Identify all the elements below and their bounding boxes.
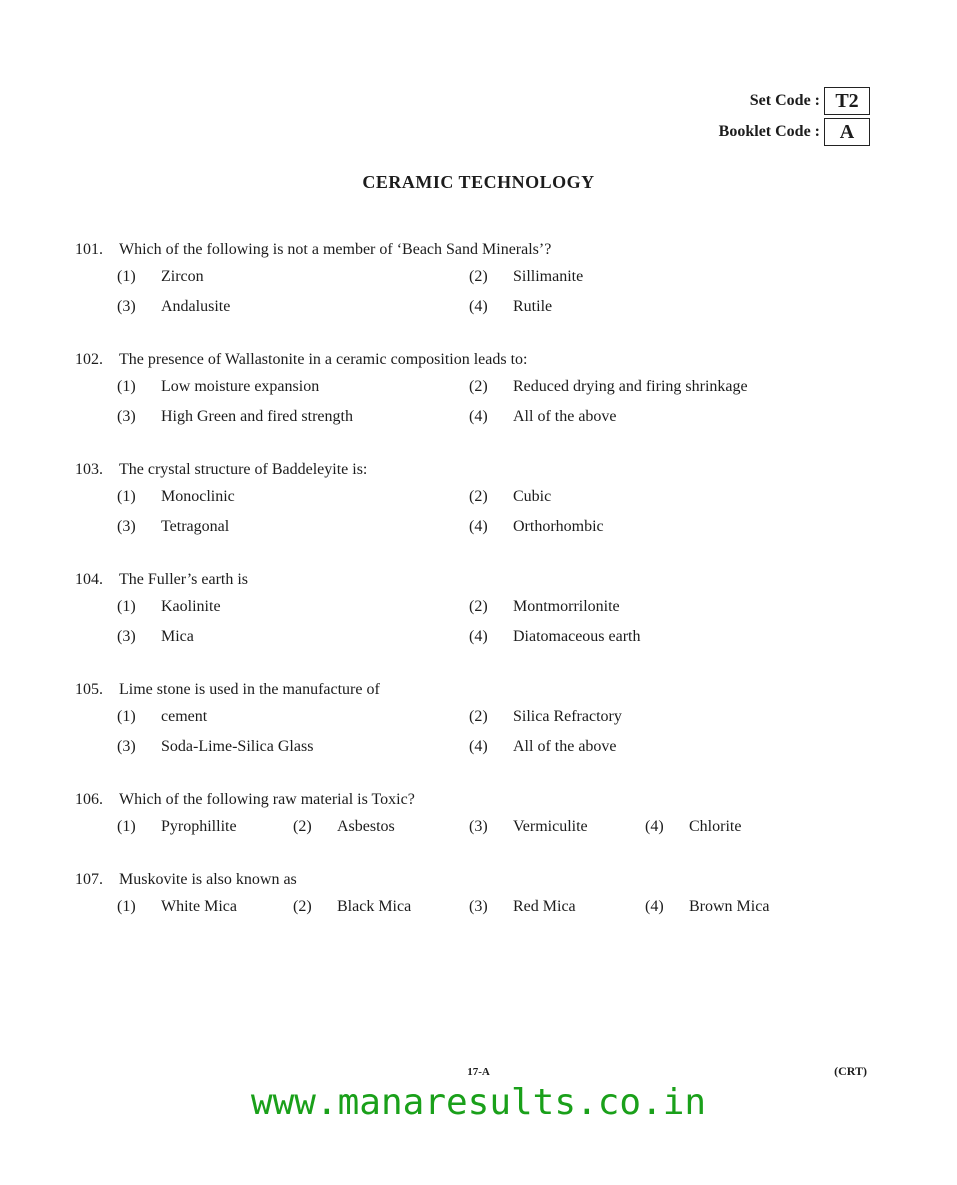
option-number: (1) bbox=[117, 598, 136, 615]
option bbox=[117, 482, 469, 512]
option bbox=[293, 892, 469, 922]
option bbox=[117, 372, 469, 402]
question-number: 106. bbox=[75, 791, 103, 808]
question-107 bbox=[75, 868, 875, 922]
option-text: Red Mica bbox=[513, 898, 576, 915]
option-number: (4) bbox=[469, 628, 488, 645]
option bbox=[645, 892, 821, 922]
option-number: (2) bbox=[469, 378, 488, 395]
watermark-link[interactable]: www.manaresults.co.in bbox=[250, 1082, 707, 1123]
option bbox=[469, 372, 821, 402]
option-text: Sillimanite bbox=[513, 268, 584, 285]
option bbox=[293, 812, 469, 842]
booklet-code-value: A bbox=[824, 118, 870, 146]
option-text: Soda-Lime-Silica Glass bbox=[161, 738, 314, 755]
option-number: (4) bbox=[645, 898, 664, 915]
option bbox=[117, 622, 469, 652]
option-text: White Mica bbox=[161, 898, 237, 915]
option-text: Chlorite bbox=[689, 818, 742, 835]
question-text: Muskovite is also known as bbox=[119, 871, 297, 888]
option bbox=[117, 292, 469, 322]
option-text: Asbestos bbox=[337, 818, 395, 835]
option-text: Zircon bbox=[161, 268, 204, 285]
question-stem bbox=[75, 678, 875, 702]
option-number: (1) bbox=[117, 818, 136, 835]
question-stem bbox=[75, 348, 875, 372]
question-stem bbox=[75, 788, 875, 812]
question-101 bbox=[75, 238, 875, 322]
question-stem bbox=[75, 458, 875, 482]
option-number: (4) bbox=[469, 298, 488, 315]
option-number: (3) bbox=[469, 818, 488, 835]
option-list bbox=[117, 892, 875, 922]
option-text: Kaolinite bbox=[161, 598, 221, 615]
option-text: Diatomaceous earth bbox=[513, 628, 641, 645]
subject-code: (CRT) bbox=[834, 1064, 867, 1078]
option-number: (3) bbox=[117, 408, 136, 425]
option-number: (4) bbox=[645, 818, 664, 835]
option-text: High Green and fired strength bbox=[161, 408, 353, 425]
option bbox=[469, 732, 821, 762]
question-text: The Fuller’s earth is bbox=[119, 571, 249, 588]
question-number: 102. bbox=[75, 351, 103, 368]
page-title: CERAMIC TECHNOLOGY bbox=[362, 172, 595, 192]
option-number: (2) bbox=[293, 898, 312, 915]
option-text: Reduced drying and firing shrinkage bbox=[513, 378, 748, 395]
option bbox=[117, 512, 469, 542]
option bbox=[469, 812, 645, 842]
option bbox=[469, 892, 645, 922]
option-list bbox=[117, 702, 875, 762]
question-103 bbox=[75, 458, 875, 542]
code-block bbox=[719, 87, 870, 149]
question-102 bbox=[75, 348, 875, 432]
option-number: (3) bbox=[117, 518, 136, 535]
option-text: Montmorrilonite bbox=[513, 598, 620, 615]
option bbox=[117, 892, 293, 922]
option-number: (4) bbox=[469, 738, 488, 755]
option-number: (3) bbox=[117, 628, 136, 645]
option-number: (4) bbox=[469, 408, 488, 425]
option-number: (3) bbox=[117, 738, 136, 755]
option-number: (2) bbox=[469, 488, 488, 505]
question-list bbox=[75, 238, 875, 948]
option-list bbox=[117, 812, 875, 842]
question-text: The presence of Wallastonite in a ceramic composition leads to: bbox=[119, 351, 528, 368]
question-number: 105. bbox=[75, 681, 103, 698]
option-number: (2) bbox=[469, 268, 488, 285]
option-text: Vermiculite bbox=[513, 818, 588, 835]
set-code-label: Set Code : bbox=[749, 92, 820, 109]
option bbox=[469, 262, 821, 292]
booklet-code-row bbox=[719, 118, 870, 146]
option-text: Orthorhombic bbox=[513, 518, 604, 535]
question-text: Which of the following raw material is Toxic? bbox=[119, 791, 415, 808]
option-number: (1) bbox=[117, 898, 136, 915]
option bbox=[117, 702, 469, 732]
page-code: 17-A bbox=[467, 1066, 490, 1078]
option-text: Rutile bbox=[513, 298, 553, 315]
option-number: (1) bbox=[117, 708, 136, 725]
question-number: 103. bbox=[75, 461, 103, 478]
option-number: (1) bbox=[117, 378, 136, 395]
option bbox=[117, 402, 469, 432]
option-text: Pyrophillite bbox=[161, 818, 237, 835]
option-list bbox=[117, 372, 875, 432]
option bbox=[117, 262, 469, 292]
set-code-value: T2 bbox=[824, 87, 870, 115]
option-list bbox=[117, 262, 875, 322]
option bbox=[469, 402, 821, 432]
option-text: Andalusite bbox=[161, 298, 231, 315]
option-number: (1) bbox=[117, 488, 136, 505]
question-text: Which of the following is not a member of ‘Beach Sand Minerals’? bbox=[119, 241, 552, 258]
question-106 bbox=[75, 788, 875, 842]
question-text: The crystal structure of Baddeleyite is: bbox=[119, 461, 368, 478]
option-text: Monoclinic bbox=[161, 488, 235, 505]
option-text: All of the above bbox=[513, 408, 617, 425]
set-code-row bbox=[719, 87, 870, 115]
option-number: (1) bbox=[117, 268, 136, 285]
question-number: 104. bbox=[75, 571, 103, 588]
option bbox=[117, 812, 293, 842]
option bbox=[469, 592, 821, 622]
option-text: Silica Refractory bbox=[513, 708, 622, 725]
option bbox=[117, 732, 469, 762]
question-104 bbox=[75, 568, 875, 652]
option bbox=[469, 292, 821, 322]
option-number: (4) bbox=[469, 518, 488, 535]
option-number: (3) bbox=[469, 898, 488, 915]
option bbox=[469, 512, 821, 542]
option-text: All of the above bbox=[513, 738, 617, 755]
booklet-code-label: Booklet Code : bbox=[718, 123, 820, 140]
option-number: (2) bbox=[293, 818, 312, 835]
option-text: Brown Mica bbox=[689, 898, 770, 915]
option-number: (2) bbox=[469, 708, 488, 725]
option-text: Low moisture expansion bbox=[161, 378, 320, 395]
option-list bbox=[117, 482, 875, 542]
option-text: Cubic bbox=[513, 488, 552, 505]
question-stem bbox=[75, 568, 875, 592]
option-text: cement bbox=[161, 708, 208, 725]
option-list bbox=[117, 592, 875, 652]
question-number: 101. bbox=[75, 241, 103, 258]
question-number: 107. bbox=[75, 871, 103, 888]
option-text: Mica bbox=[161, 628, 194, 645]
option bbox=[645, 812, 821, 842]
option-number: (3) bbox=[117, 298, 136, 315]
option bbox=[469, 702, 821, 732]
option bbox=[469, 622, 821, 652]
option-number: (2) bbox=[469, 598, 488, 615]
option bbox=[469, 482, 821, 512]
option-text: Black Mica bbox=[337, 898, 412, 915]
option-text: Tetragonal bbox=[161, 518, 230, 535]
question-text: Lime stone is used in the manufacture of bbox=[119, 681, 380, 698]
question-stem bbox=[75, 238, 875, 262]
option bbox=[117, 592, 469, 622]
question-105 bbox=[75, 678, 875, 762]
question-stem bbox=[75, 868, 875, 892]
